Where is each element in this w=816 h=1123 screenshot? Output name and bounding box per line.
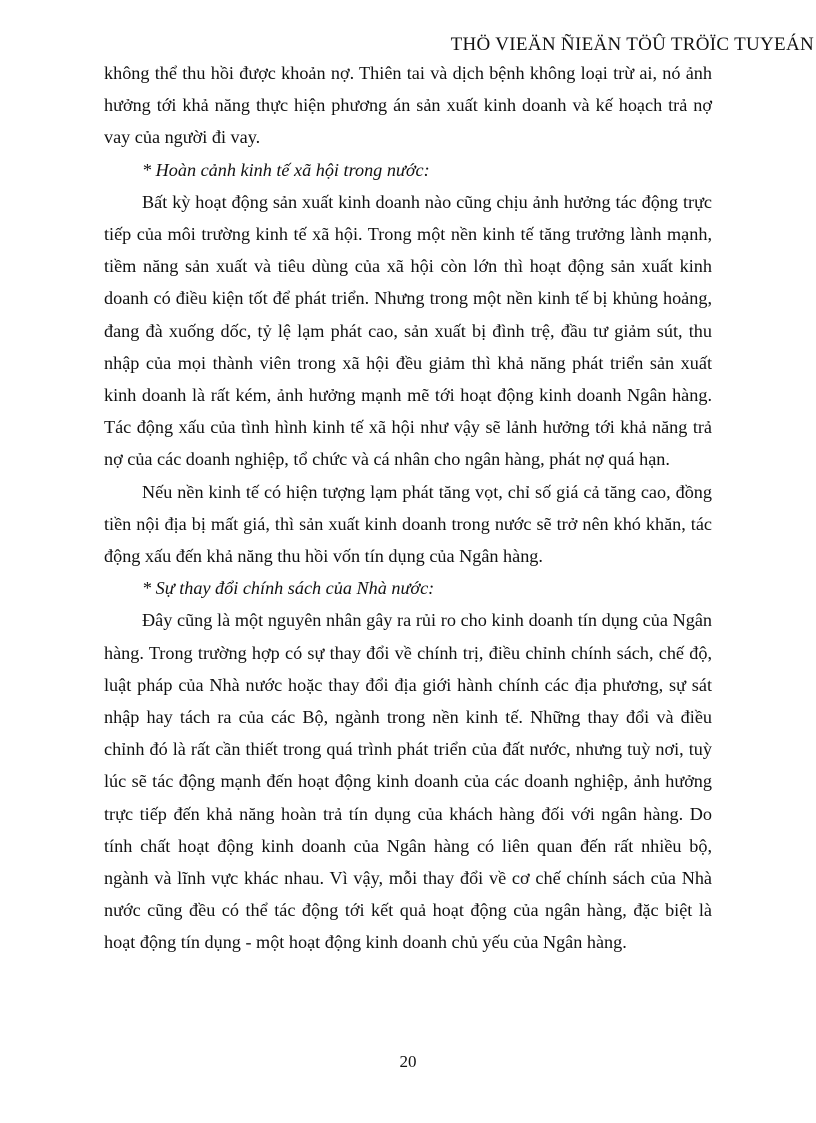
page-body [104,57,712,959]
section-heading-economy: * Hoàn cảnh kinh tế xã hội trong nước: [142,159,430,180]
paragraph-policy-change: Đây cũng là một nguyên nhân gây ra rủi ro cho kinh doanh tín dụng của Ngân hàng. Trong trường hợp có sự thay đổi về chính trị, điều chỉnh chính sách, chế độ, luật pháp của Nhà nước hoặc thay đổi địa giới hành chính các địa phương, sự sát nhập hay tách ra của các Bộ, ngành trong nền kinh tế. Những thay đổi và điều chỉnh đó là rất cần thiết trong quá trình phát triển của đất nước, nhưng tuỳ nơi, tuỳ lúc sẽ tác động mạnh đến hoạt động kinh doanh của các doanh nghiệp, ảnh hưởng trực tiếp đến khả năng hoàn trả tín dụng của khách hàng đối với ngân hàng. Do tính chất hoạt động kinh doanh của Ngân hàng có liên quan đến rất nhiều bộ, ngành và lĩnh vực khác nhau. Vì vậy, mỗi thay đổi về cơ chế chính sách của Nhà nước cũng đều có thể tác động tới kết quả hoạt động của ngân hàng, đặc biệt là hoạt động tín dụng - một hoạt động kinh doanh chủ yếu của Ngân hàng. [104,610,712,953]
section-heading-policy: * Sự thay đổi chính sách của Nhà nước: [142,578,435,599]
paragraph-inflation: Nếu nền kinh tế có hiện tượng lạm phát tăng vọt, chỉ số giá cả tăng cao, đồng tiền nội địa bị mất giá, thì sản xuất kinh doanh trong nước sẽ trở nên khó khăn, tác động xấu đến khả năng thu hồi vốn tín dụng của Ngân hàng. [104,481,712,567]
paragraph-continuation: không thể thu hồi được khoản nợ. Thiên tai và dịch bệnh không loại trừ ai, nó ảnh hưởng tới khả năng thực hiện phương án sản xuất kinh doanh và kế hoạch trả nợ vay của người đi vay. [104,63,712,148]
page-number: 20 [399,1052,417,1071]
paragraph-economy-impact: Bất kỳ hoạt động sản xuất kinh doanh nào cũng chịu ảnh hưởng tác động trực tiếp của môi trường kinh tế xã hội. Trong một nền kinh tế tăng trưởng lành mạnh, tiềm năng sản xuất và tiêu dùng của xã hội còn lớn thì hoạt động sản xuất kinh doanh có điều kiện tốt để phát triển. Nhưng trong một nền kinh tế bị khủng hoảng, đang đà xuống dốc, tỷ lệ lạm phát cao, sản xuất bị đình trệ, đầu tư giảm sút, thu nhập của mọi thành viên trong xã hội đều giảm thì khả năng phát triển sản xuất kinh doanh là rất kém, ảnh hưởng mạnh mẽ tới hoạt động kinh doanh Ngân hàng. Tác động xấu của tình hình kinh tế xã hội như vậy sẽ lảnh hưởng tới khả năng trả nợ của các doanh nghiệp, tổ chức và cá nhân cho ngân hàng, phát nợ quá hạn. [104,191,712,470]
library-watermark: THÖ VIEÄN ÑIEÄN TÖÛ TRÖÏC TUYEÁN [450,34,814,55]
